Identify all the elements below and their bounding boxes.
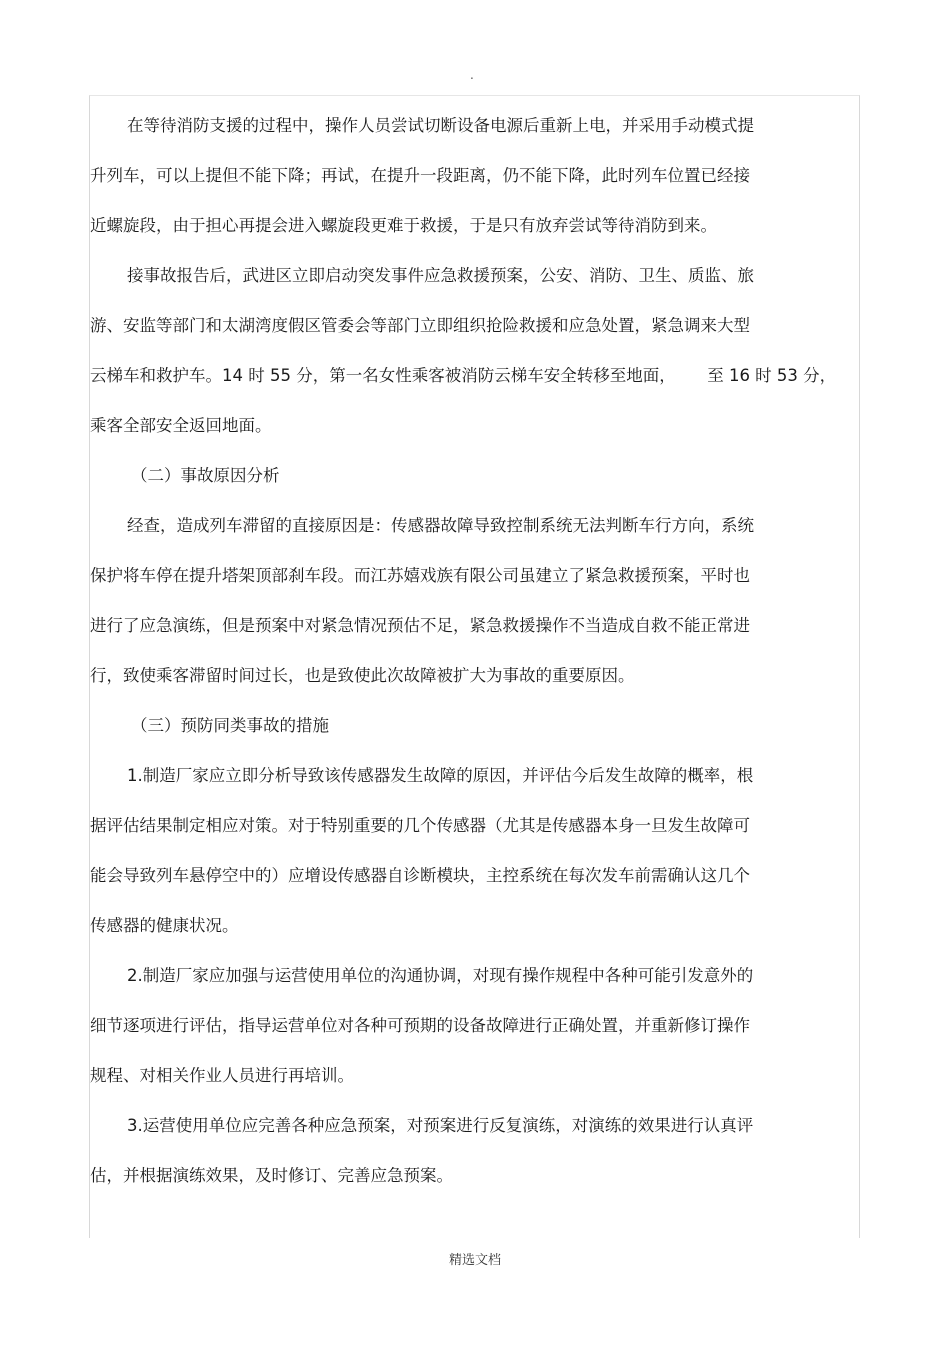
paragraph-measure-1 bbox=[90, 751, 852, 951]
text-line: 传感器的健康状况。 bbox=[90, 916, 239, 935]
heading-text: （三）预防同类事故的措施 bbox=[131, 716, 329, 735]
text-line: 接事故报告后，武进区立即启动突发事件应急救援预案，公安、消防、卫生、质监、旅 bbox=[127, 266, 754, 285]
text-line: 行，致使乘客滞留时间过长，也是致使此次故障被扩大为事故的重要原因。 bbox=[90, 666, 635, 685]
text-line: 升列车，可以上提但不能下降；再试，在提升一段距离，仍不能下降，此时列车位置已经接 bbox=[90, 166, 750, 185]
document-body bbox=[90, 101, 852, 1201]
section-heading-cause-analysis bbox=[90, 451, 852, 501]
text-line: 2.制造厂家应加强与运营使用单位的沟通协调，对现有操作规程中各种可能引发意外的 bbox=[127, 966, 754, 985]
text-line: 3.运营使用单位应完善各种应急预案，对预案进行反复演练，对演练的效果进行认真评 bbox=[127, 1116, 754, 1135]
text-line: 1.制造厂家应立即分析导致该传感器发生故障的原因，并评估今后发生故障的概率，根 bbox=[127, 766, 754, 785]
text-line: 经查，造成列车滞留的直接原因是：传感器故障导致控制系统无法判断车行方向，系统 bbox=[127, 516, 754, 535]
text-line: 规程、对相关作业人员进行再培训。 bbox=[90, 1066, 354, 1085]
header-mark: . bbox=[470, 68, 474, 82]
page-footer: 精选文档 bbox=[448, 1253, 501, 1268]
text-line: 在等待消防支援的过程中，操作人员尝试切断设备电源后重新上电，并采用手动模式提 bbox=[127, 116, 754, 135]
section-heading-prevention bbox=[90, 701, 852, 751]
text-line: 保护将车停在提升塔架顶部刹车段。而江苏嬉戏族有限公司虽建立了紧急救援预案，平时也 bbox=[90, 566, 750, 585]
text-line: 能会导致列车悬停空中的）应增设传感器自诊断模块，主控系统在每次发车前需确认这几个 bbox=[90, 866, 750, 885]
paragraph-emergency-response bbox=[90, 251, 852, 451]
text-line: 估，并根据演练效果，及时修订、完善应急预案。 bbox=[90, 1166, 453, 1185]
paragraph-measure-2 bbox=[90, 951, 852, 1101]
text-line: 进行了应急演练，但是预案中对紧急情况预估不足，紧急救援操作不当造成自救不能正常进 bbox=[90, 616, 750, 635]
text-line: 据评估结果制定相应对策。对于特别重要的几个传感器（尤其是传感器本身一旦发生故障可 bbox=[90, 816, 750, 835]
paragraph-measure-3 bbox=[90, 1101, 852, 1201]
paragraph-cause bbox=[90, 501, 852, 701]
paragraph-waiting-rescue bbox=[90, 101, 852, 251]
text-line: 细节逐项进行评估，指导运营单位对各种可预期的设备故障进行正确处置，并重新修订操作 bbox=[90, 1016, 750, 1035]
text-line: 乘客全部安全返回地面。 bbox=[90, 416, 272, 435]
text-line: 近螺旋段，由于担心再提会进入螺旋段更难于救援，于是只有放弃尝试等待消防到来。 bbox=[90, 216, 717, 235]
text-line: 云梯车和救护车。14 时 55 分，第一名女性乘客被消防云梯车安全转移至地面， 至 16 时 53 分， bbox=[90, 366, 837, 385]
text-line: 游、安监等部门和太湖湾度假区管委会等部门立即组织抢险救援和应急处置，紧急调来大型 bbox=[90, 316, 750, 335]
heading-text: （二）事故原因分析 bbox=[131, 466, 280, 485]
